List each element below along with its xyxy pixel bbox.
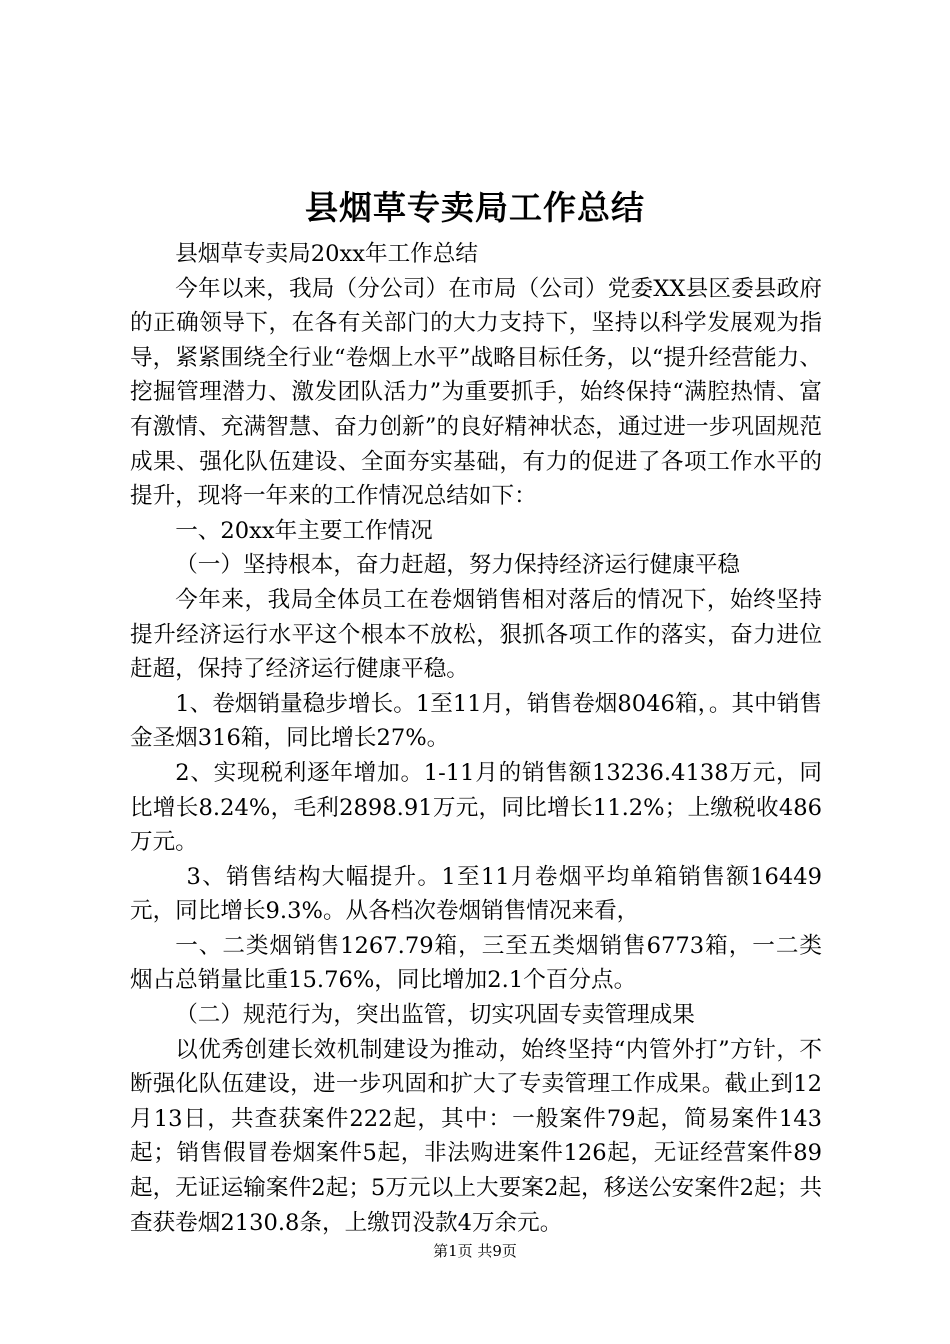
section-heading: 一、20xx年主要工作情况 — [175, 517, 433, 544]
document-body — [130, 237, 822, 1240]
list-item-paragraph: 1、卷烟销量稳步增长。1至11月，销售卷烟8046箱，。其中销售金圣烟316箱，同比增长27%。 — [130, 690, 822, 752]
page-footer: 第1页 共9页 — [433, 1242, 517, 1260]
list-item-paragraph: 3、销售结构大幅提升。1至11月卷烟平均单箱销售额16449元，同比增长9.3%。从各档次卷烟销售情况来看， — [130, 863, 822, 925]
document-title: 县烟草专卖局工作总结 — [305, 188, 645, 227]
intro-paragraph: 今年以来，我局（分公司）在市局（公司）党委XX县区委县政府的正确领导下，在各有关部门的大力支持下，坚持以科学发展观为指导，紧紧围绕全行业“卷烟上水平”战略目标任务，以“提升经营能力、挖掘管理潜力、激发团队活力”为重要抓手，始终保持“满腔热情、富有激情、充满智慧、奋力创新”的良好精神状态，通过进一步巩固规范成果、强化队伍建设、全面夯实基础，有力的促进了各项工作水平的提升，现将一年来的工作情况总结如下： — [130, 275, 822, 510]
body-paragraph: 一、二类烟销售1267.79箱，三至五类烟销售6773箱，一二类烟占总销量比重15.76%，同比增加2.1个百分点。 — [130, 932, 822, 994]
body-paragraph: 以优秀创建长效机制建设为推动，始终坚持“内管外打”方针，不断强化队伍建设，进一步巩固和扩大了专卖管理工作成果。截止到12月13日，共查获案件222起，其中：一般案件79起，简易案件143起；销售假冒卷烟案件5起，非法购进案件126起，无证经营案件89起，无证运输案件2起；5万元以上大要案2起，移送公安案件2起；共查获卷烟2130.8条，上缴罚没款4万余元。 — [130, 1036, 822, 1236]
body-paragraph: 今年来，我局全体员工在卷烟销售相对落后的情况下，始终坚持提升经济运行水平这个根本不放松，狠抓各项工作的落实，奋力进位赶超，保持了经济运行健康平稳。 — [130, 586, 822, 683]
subsection-heading: （二）规范行为，突出监管，切实巩固专卖管理成果 — [175, 1002, 695, 1029]
subtitle-paragraph: 县烟草专卖局20xx年工作总结 — [175, 241, 478, 267]
list-item-paragraph: 2、实现税利逐年增加。1-11月的销售额13236.4138万元，同比增长8.24%，毛利2898.91万元，同比增长11.2%；上缴税收486万元。 — [130, 759, 822, 856]
subsection-heading: （一）坚持根本，奋力赶超，努力保持经济运行健康平稳 — [175, 552, 741, 579]
